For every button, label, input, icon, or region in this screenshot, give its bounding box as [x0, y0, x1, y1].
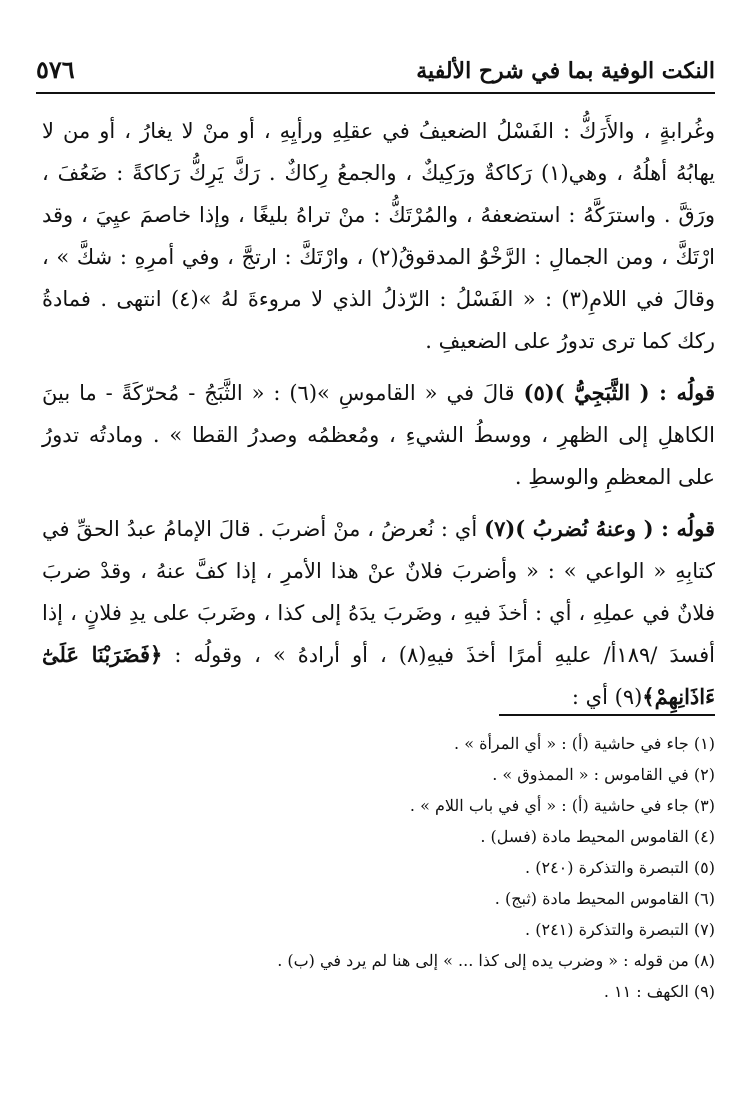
footnote-item: (٨) من قوله : « وضرب يده إلى كذا ... » إلى هنا لم يرد في (ب) . [277, 951, 715, 970]
footnotes [42, 728, 715, 1007]
footnote-separator [499, 714, 715, 716]
footnote-item: (٥) التبصرة والتذكرة (٢٤٠) . [525, 858, 715, 877]
footnote-item: (٣) جاء في حاشية (أ) : « أي في باب اللام » . [409, 796, 715, 815]
footnote-item: (٦) القاموس المحيط مادة (ثبج) . [494, 889, 715, 908]
footnote-item: (١) جاء في حاشية (أ) : « أي المرأة » . [454, 734, 715, 753]
paragraph-text: قالَ في « القاموسِ »(٦) : « الثَّبَجُ - مُحرّكَةً - ما بينَ الكاهلِ إلى الظهرِ ، ووسطُ الشيءِ ، ومُعظمُه وصدرُ القطا » . ومادتُه تدورُ على المعظمِ والوسطِ . [42, 381, 715, 489]
page-number: ٥٧٦ [36, 55, 75, 84]
paragraph-lead: قولُه : ( وعنهُ نُضربُ )(٧) [484, 516, 715, 541]
footnote-item: (٤) القاموس المحيط مادة (فسل) . [480, 827, 715, 846]
running-title: النكت الوفية بما في شرح الألفية [416, 58, 715, 84]
paragraph-text: أي : نُعرضُ ، منْ أضربَ . قالَ الإمامُ عبدُ الحقِّ في كتابِهِ « الواعي » : « وأضربَ فلانٌ عنْ هذا الأمرِ ، إذا كفَّ عنهُ ، وقدْ ضربَ فلانٌ في عملِهِ ، أي : أخذَ فيهِ ، وضَربَ يدَهُ إلى كذا ، وضَربَ على يدِ فلانٍ ، إذا أفسدَ /١٨٩أ/ عليهِ أمرًا أخذَ فيهِ(٨) ، أو أرادهُ » ، وقولُه : [42, 517, 715, 667]
main-text [42, 110, 715, 728]
footnote-item: (٩) الكهف : ١١ . [603, 982, 715, 1001]
paragraph-lead: قولُه : ( الثَّبَجِيُّ )(٥) [523, 380, 715, 405]
quran-verse: ﴿فَضَرَبْنَا عَلَىٰٓ ءَاذَانِهِمْ﴾ [42, 642, 715, 709]
footnote-item: (٢) في القاموس : « الممذوق » . [492, 765, 715, 784]
paragraph-2 [42, 372, 715, 498]
paragraph-tail: (٩) أي : [571, 685, 643, 709]
page-header [36, 44, 715, 90]
footnote-item: (٧) التبصرة والتذكرة (٢٤١) . [525, 920, 715, 939]
paragraph-3 [42, 508, 715, 718]
paragraph-1 [42, 110, 715, 362]
paragraph-text: وغُرابةٍ ، والأَرَكُّ : الفَسْلُ الضعيفُ في عقلِهِ ورأيِهِ ، أو منْ لا يغارُ ، أو من لا يهابُهُ أهلُهُ ، وهي(١) رَكاكةٌ ورَكِيكٌ ، والجمعُ رِكاكٌ . رَكَّ يَرِكُّ رَكاكةً : ضَعُفَ ، ورَقَّ . واسترَكَّهُ : استضعفهُ ، والمُرْتَكُّ : منْ تراهُ بليغًا ، وإذا خاصمَ عيِيَ ، وقد ارْتَكَّ ، ومن الجمالِ : الرَّخْوُ المدقوقُ(٢) ، وارْتَكَّ : ارتجَّ ، وفي أمرِهِ : شكَّ » ، وقالَ في اللامِ(٣) : « الفَسْلُ : الرّذلُ الذي لا مروءةَ لهُ »(٤) انتهى . فمادةُ ركك كما ترى تدورُ على الضعيفِ . [42, 119, 715, 353]
header-rule [36, 92, 715, 94]
